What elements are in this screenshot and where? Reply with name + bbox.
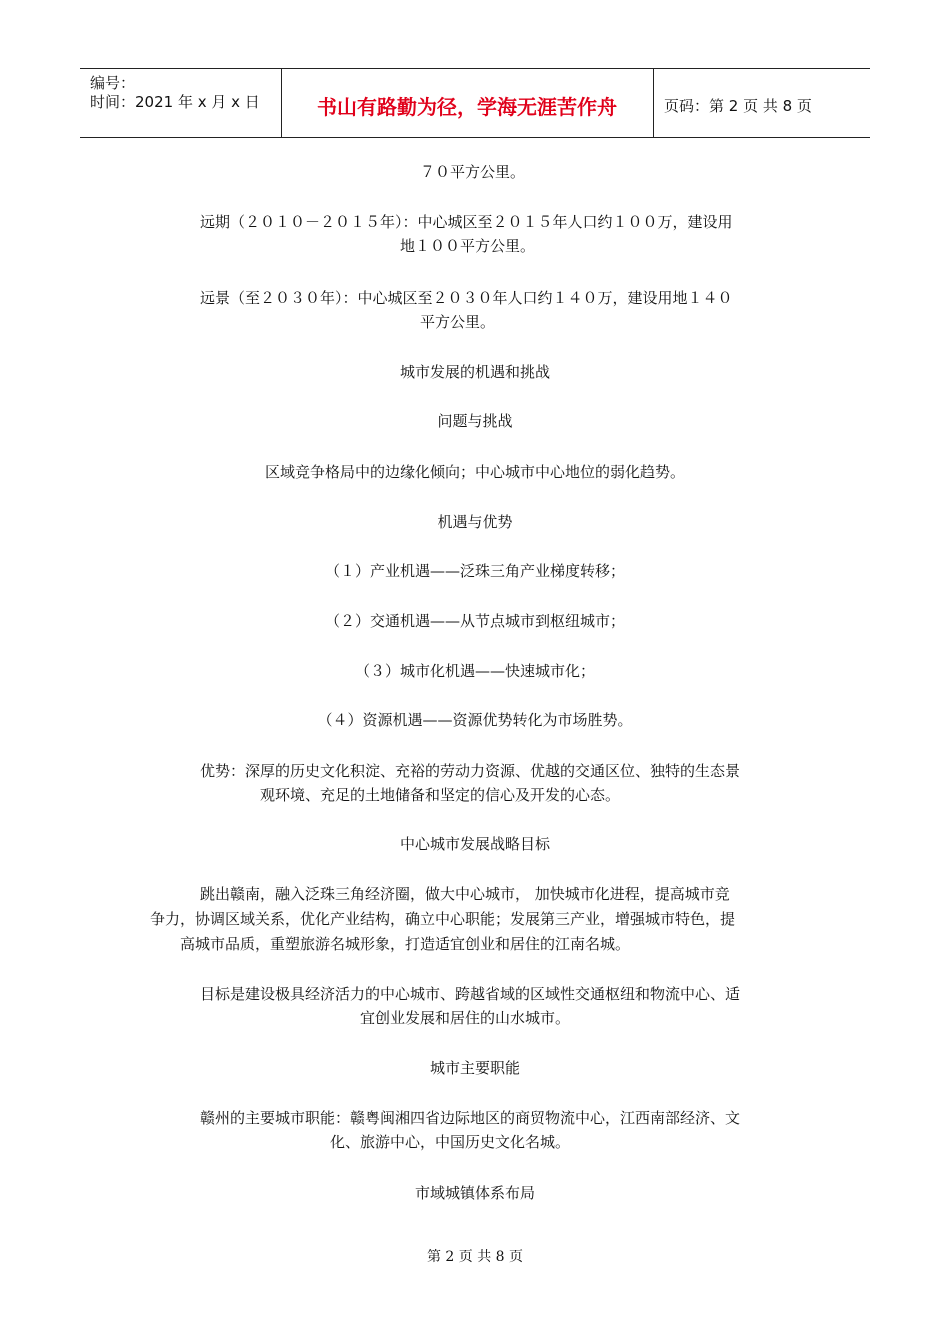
paragraph-functions-line1: 赣州的主要城市职能：赣粤闽湘四省边际地区的商贸物流中心，江西南部经济、文 <box>200 1109 741 1127</box>
paragraph-advantages-line2: 观环境、充足的土地储备和坚定的信心及开发的心态。 <box>260 786 621 804</box>
opportunity-item-2: （２）交通机遇——从节点城市到枢纽城市； <box>324 612 625 630</box>
heading-advantages: 机遇与优势 <box>437 513 513 531</box>
paragraph-strategy-line1: 跳出赣南，融入泛珠三角经济圈，做大中心城市， 加快城市化进程，提高城市竞 <box>200 885 730 903</box>
paragraph-goal-line2: 宜创业发展和居住的山水城市。 <box>360 1009 571 1027</box>
paragraph-strategy-line2: 争力，协调区域关系，优化产业结构，确立中心职能；发展第三产业，增强城市特色，提 <box>150 910 736 928</box>
header-page-info: 页码：第 2 页 共 8 页 <box>664 97 812 115</box>
paragraph-goal-line1: 目标是建设极具经济活力的中心城市、跨越省域的区域性交通枢纽和物流中心、适 <box>200 985 741 1003</box>
paragraph-long-term-line1: 远期（２０１０－２０１５年）：中心城区至２０１５年人口约１００万，建设用 <box>200 213 733 231</box>
heading-opportunities-challenges: 城市发展的机遇和挑战 <box>399 363 550 381</box>
time-label: 时间：2021 年 x 月 x 日 <box>90 93 260 111</box>
number-label: 编号： <box>90 74 136 92</box>
paragraph-strategy-line3: 高城市品质，重塑旅游名城形象，打造适宜创业和居住的江南名城。 <box>180 935 631 953</box>
paragraph-area-tail: ７０平方公里。 <box>420 163 526 181</box>
opportunity-item-4: （４）资源机遇——资源优势转化为市场胜势。 <box>317 711 633 729</box>
paragraph-long-term-line2: 地１００平方公里。 <box>400 237 536 255</box>
heading-problems: 问题与挑战 <box>437 412 513 430</box>
opportunity-item-3: （３）城市化机遇——快速城市化； <box>354 662 595 680</box>
paragraph-vision-line2: 平方公里。 <box>420 313 496 331</box>
paragraph-problems: 区域竞争格局中的边缘化倾向；中心城市中心地位的弱化趋势。 <box>264 463 685 481</box>
header-motto-cell <box>281 69 654 137</box>
heading-main-functions: 城市主要职能 <box>429 1059 520 1077</box>
paragraph-advantages-line1: 优势：深厚的历史文化积淀、充裕的劳动力资源、优越的交通区位、独特的生态景 <box>200 762 741 780</box>
page-footer: 第 2 页 共 8 页 <box>426 1249 524 1265</box>
heading-strategy-goal: 中心城市发展战略目标 <box>399 835 550 853</box>
heading-town-system: 市域城镇体系布局 <box>414 1184 535 1202</box>
paragraph-vision-line1: 远景（至２０３０年）：中心城区至２０３０年人口约１４０万，建设用地１４０ <box>200 289 733 307</box>
header-info-cell <box>80 69 282 137</box>
header-page-cell <box>653 69 870 137</box>
document-header <box>80 68 870 138</box>
opportunity-item-1: （１）产业机遇——泛珠三角产业梯度转移； <box>324 562 625 580</box>
motto-text: 书山有路勤为径，学海无涯苦作舟 <box>317 95 617 119</box>
paragraph-functions-line2: 化、旅游中心，中国历史文化名城。 <box>330 1133 571 1151</box>
